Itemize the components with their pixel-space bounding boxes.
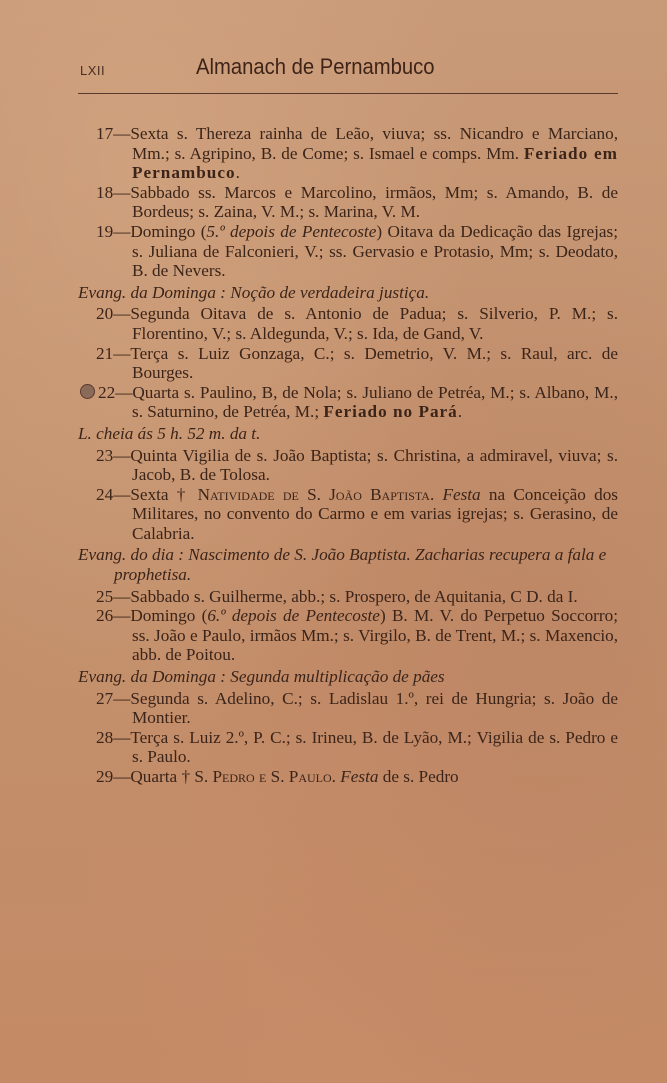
- entry-text: s. Thereza rainha de Leão, viuva; ss. Nicandro e Marciano, Mm.; s. Agripino, B. de Come; s. Ismael e comps. Mm.: [132, 124, 618, 163]
- entry-tail: .: [457, 402, 463, 422]
- gospel-note-2: [78, 545, 618, 584]
- entry-weekday: Quarta: [130, 767, 178, 786]
- entry-number: 23—: [96, 445, 131, 465]
- page-header: [78, 54, 618, 88]
- entry-paren: (: [195, 606, 208, 626]
- entry-number: 24—: [96, 484, 131, 504]
- entry-text: ) B. M. V. do Perpetuo Soccorro; ss. João e Paulo, irmãos Mm.; s. Virgilo, B. de Trent, M.; s. Maxencio, abb. de Poitou.: [132, 606, 618, 665]
- calendar-entry-21: [78, 344, 618, 383]
- moon-phase-text: L. cheia ás 5 h. 52 m. da t.: [78, 423, 261, 443]
- entry-number: 17—: [96, 124, 131, 143]
- entry-italic: Festa: [442, 484, 481, 504]
- entry-sep: .: [429, 484, 443, 504]
- gospel-label: Evang. da Dominga :: [78, 282, 226, 302]
- entry-text: s. Guilherme, abb.; s. Prospero, de Aquitania, C D. da I.: [189, 586, 578, 606]
- cross-icon: †: [177, 767, 195, 786]
- full-moon-icon: [80, 384, 95, 399]
- calendar-entry-22: [78, 383, 618, 422]
- entry-number: 27—: [96, 688, 131, 708]
- calendar-body: [78, 124, 618, 787]
- entry-number: 26—: [96, 606, 131, 626]
- entry-sep: .: [331, 767, 341, 786]
- entry-number: 29—: [96, 767, 131, 786]
- entry-weekday: Sabbado: [130, 586, 190, 606]
- entry-text: ) Oitava da Dedicação das Igrejas; s. Juliana de Falconieri, V.; ss. Gervasio e Protasio, Mm; s. Deodato, B. de Nevers.: [132, 221, 618, 281]
- entry-text: de s. Pedro: [378, 767, 459, 786]
- holiday-note: Feriado em Pernambuco: [132, 143, 618, 183]
- entry-text: s. Luiz 2.º, P. C.; s. Irineu, B. de Lyão, M.; Vigilia de s. Pedro e s. Paulo.: [132, 727, 618, 767]
- calendar-entry-27: [78, 689, 618, 728]
- entry-number: 25—: [96, 586, 131, 606]
- calendar-entry-25: [78, 587, 618, 607]
- entry-paren: (: [195, 221, 207, 241]
- entry-weekday: Quinta: [130, 445, 178, 465]
- entry-number: 20—: [96, 304, 131, 324]
- cross-icon: †: [168, 484, 198, 504]
- holiday-note: Feriado no Pará: [323, 402, 458, 422]
- calendar-entry-26: [78, 606, 618, 665]
- moon-phase-note: [78, 424, 618, 444]
- gospel-label: Evang. do dia :: [78, 545, 184, 565]
- entry-text: Oitava de s. Antonio de Padua; s. Silverio, P. M.; s. Florentino, V.; s. Aldegunda, V.; s. Ida, de Gand, V.: [132, 304, 618, 343]
- entry-number: 21—: [96, 343, 131, 363]
- entry-weekday: Quarta: [132, 382, 180, 402]
- entry-weekday: Terça: [130, 343, 169, 363]
- page-number: LXII: [80, 63, 106, 78]
- gospel-text: Nascimento de S. João Baptista. Zacharias recupera a fala e prophetisa.: [114, 545, 607, 585]
- entry-weekday: Domingo: [130, 221, 196, 241]
- entry-italic: 5.º depois de Pentecoste: [206, 221, 377, 241]
- feast-title: Natividade de S. João Baptista: [197, 484, 430, 504]
- gospel-note-1: [78, 283, 618, 303]
- running-title: Almanach de Pernambuco: [196, 54, 435, 79]
- calendar-entry-29: [78, 767, 618, 787]
- entry-text: ss. Marcos e Marcolino, irmãos, Mm; s. Amando, B. de Bordeus; s. Zaina, V. M.; s. Marina, V. M.: [132, 182, 618, 222]
- entry-italic: Festa: [340, 767, 379, 786]
- entry-number: 18—: [96, 182, 131, 202]
- entry-text: s. Adelino, C.; s. Ladislau 1.º, rei de Hungria; s. João de Montier.: [132, 688, 618, 728]
- calendar-entry-24: [78, 485, 618, 544]
- entry-number: 22—: [98, 382, 133, 402]
- entry-text: na Conceição dos Militares, no convento do Carmo e em varias igrejas; s. Gerasino, de Calabria.: [132, 484, 618, 543]
- header-rule: [78, 93, 618, 94]
- entry-weekday: Sexta: [130, 484, 169, 504]
- calendar-entry-20: [78, 304, 618, 343]
- feast-title: S. Pedro e S. Paulo: [194, 767, 332, 786]
- entry-number: 28—: [96, 727, 131, 747]
- entry-text: s. Luiz Gonzaga, C.; s. Demetrio, V. M.; s. Raul, arc. de Bourges.: [132, 343, 618, 383]
- entry-text: Vigilia de s. João Baptista; s. Christina, a admiravel, viuva; s. Jacob, B. de Tolosa.: [132, 445, 618, 485]
- entry-weekday: Segunda: [130, 688, 190, 708]
- gospel-text: Segunda multiplicação de pães: [225, 667, 445, 687]
- gospel-label: Evang. da Dominga :: [78, 667, 226, 687]
- entry-weekday: Domingo: [130, 606, 196, 626]
- entry-number: 19—: [96, 221, 131, 241]
- calendar-entry-17: [78, 124, 618, 183]
- calendar-entry-23: [78, 446, 618, 485]
- calendar-entry-28: [78, 728, 618, 767]
- calendar-entry-19: [78, 222, 618, 281]
- entry-weekday: Sabbado: [130, 182, 190, 202]
- entry-tail: .: [235, 163, 240, 183]
- entry-weekday: Terça: [130, 727, 169, 747]
- entry-weekday: Segunda: [130, 304, 190, 324]
- entry-weekday: Sexta: [130, 124, 169, 143]
- gospel-text: Noção de verdadeira justiça.: [225, 282, 430, 302]
- gospel-note-3: [78, 667, 618, 687]
- entry-text: s. Paulino, B, de Nola; s. Juliano de Petréa, M.; s. Albano, M., s. Saturnino, de Petréa, M.;: [132, 382, 618, 422]
- calendar-entry-18: [78, 183, 618, 222]
- entry-italic: 6.º depois de Pentecoste: [207, 606, 380, 626]
